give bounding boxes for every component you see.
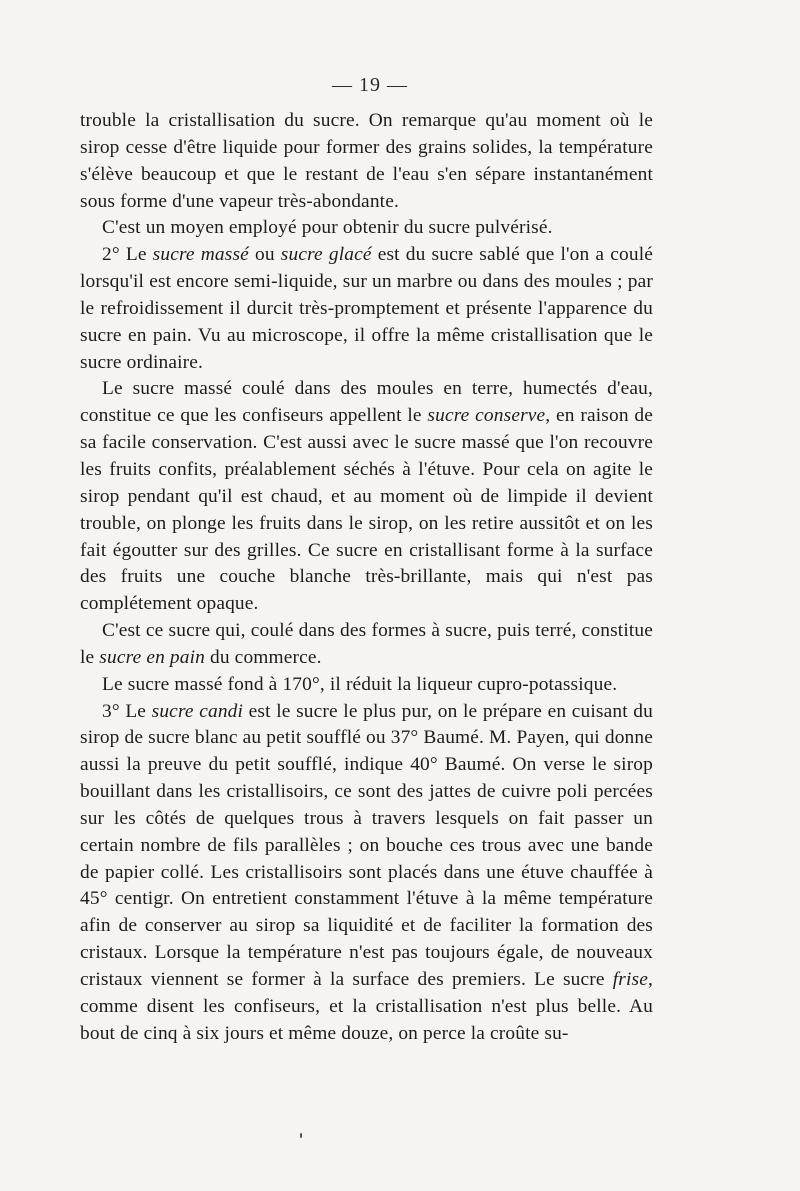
paragraph [80,376,653,618]
page-number: — 19 — [332,74,408,96]
paragraph [80,242,653,376]
italic-term: sucre en pain [99,646,205,668]
paragraph [80,672,653,699]
paragraph [80,618,653,672]
italic-term: sucre candi [151,700,244,722]
text-run: Le sucre massé fond à 170°, il réduit la liqueur cupro-potassique. [102,673,618,695]
text-run: trouble la cristallisation du sucre. On remarque qu'au moment où le sirop cesse d'être liquide pour former des grains solides, la température s'élève beaucoup et que le restant de l'eau s'en sépare instantanément sous forme d'une vapeur très-abondante. [80,110,653,212]
text-run: C'est un moyen employé pour obtenir du sucre pulvérisé. [102,217,553,239]
italic-term: sucre massé [152,244,249,266]
body-text [80,108,653,1048]
text-run: est du sucre sablé que l'on a coulé lorsqu'il est encore semi-liquide, sur un marbre ou dans des moules ; par le refroidissement il durcit très-promptement et présente l'apparence du sucre en pain. Vu au microscope, il offre la même cristallisation que le sucre ordinaire. [80,244,654,373]
text-run: 3° Le [102,700,152,722]
italic-term: sucre glacé [280,244,372,266]
print-speck [300,1133,302,1138]
paragraph [80,215,653,242]
text-run: , comme disent les confiseurs, et la cristallisation n'est plus belle. Au bout de cinq à six jours et même douze, on perce la croûte su- [80,969,653,1044]
text-run: Le sucre massé coulé dans des moules en terre, humectés d'eau, constitue ce que les confiseurs appellent le [80,378,653,427]
paragraph [80,108,653,215]
text-run: est le sucre le plus pur, on le prépare en cuisant du sirop de sucre blanc au petit soufflé ou 37° Baumé. M. Payen, qui donne aussi la preuve du petit soufflé, indique 40° Baumé. On verse le sirop bouillant dans les cristallisoirs, ce sont des jattes de cuivre poli percées sur les côtés de quelques trous à travers lesquels on fait passer un certain nombre de fils parallèles ; on bouche ces trous avec une bande de papier collé. Les cristallisoirs sont placés dans une étuve chauffée à 45° centigr. On entretient constamment l'étuve à la même température afin de conserver au sirop sa liquidité et de faciliter la formation des cristaux. Lorsque la température n'est pas toujours égale, de nouveaux cristaux viennent se former à la surface des premiers. Le sucre [80,700,653,990]
text-run: ou [248,244,281,266]
italic-term: frise [612,969,648,990]
paragraph [80,699,653,1048]
text-run: 2° Le [102,244,153,266]
text-run: C'est ce sucre qui, coulé dans des formes à sucre, puis terré, constitue le [80,620,653,668]
italic-term: sucre conserve [427,405,546,427]
text-run: du commerce. [205,646,322,668]
text-run: , en raison de sa facile conservation. C'est aussi avec le sucre massé que l'on recouvre les fruits confits, préalablement séchés à l'étuve. Pour cela on agite le sirop pendant qu'il est chaud, et au moment où de limpide il devient trouble, on plonge les fruits dans le sirop, on les retire aussitôt et on les fait égoutter sur des grilles. Ce sucre en cristallisant forme à la surface des fruits une couche blanche très-brillante, mais qui n'est pas complétement opaque. [80,405,654,615]
